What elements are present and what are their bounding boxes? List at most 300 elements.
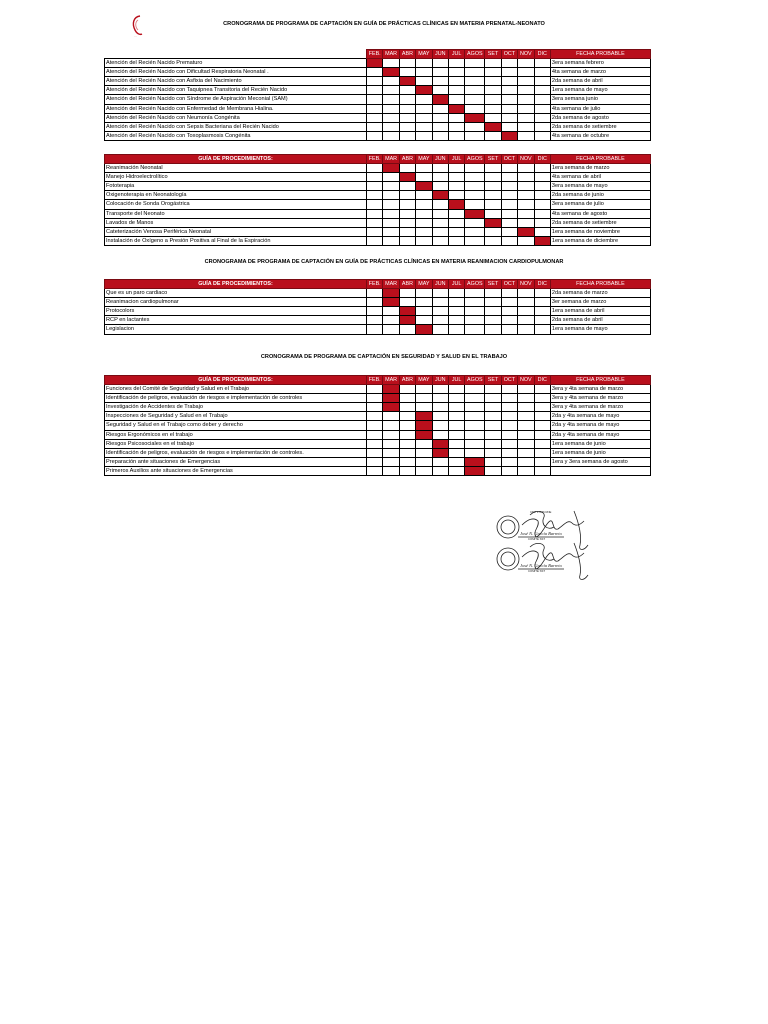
month-cell xyxy=(485,385,501,394)
fecha-probable-cell: 1era semana de diciembre xyxy=(550,236,650,245)
table-row xyxy=(105,236,651,245)
month-cell xyxy=(518,68,534,77)
month-cell xyxy=(383,218,399,227)
month-cell xyxy=(432,218,448,227)
fecha-probable-cell: 3era semana de mayo xyxy=(550,182,650,191)
month-cell xyxy=(432,131,448,140)
month-cell xyxy=(501,394,517,403)
month-cell xyxy=(399,68,415,77)
header-month: OCT xyxy=(501,50,517,59)
month-cell xyxy=(399,421,415,430)
scheduled-month-cell xyxy=(465,113,485,122)
month-cell xyxy=(367,439,383,448)
month-cell xyxy=(518,325,534,334)
month-cell xyxy=(465,68,485,77)
table-header-row xyxy=(105,155,651,164)
row-label: RCP en lactantes xyxy=(105,316,367,325)
svg-text:COMITÉ SST: COMITÉ SST xyxy=(528,569,546,573)
month-cell xyxy=(383,466,399,475)
month-cell xyxy=(501,77,517,86)
fecha-probable-cell: 1era y 3era semana de agosto xyxy=(550,457,650,466)
header-month: AGOS xyxy=(465,50,485,59)
month-cell xyxy=(432,430,448,439)
header-month: NOV xyxy=(518,50,534,59)
month-cell xyxy=(367,113,383,122)
month-cell xyxy=(448,227,464,236)
month-cell xyxy=(501,457,517,466)
svg-text:···: ··· xyxy=(134,34,137,38)
month-cell xyxy=(518,316,534,325)
month-cell xyxy=(448,182,464,191)
month-cell xyxy=(518,191,534,200)
month-cell xyxy=(465,86,485,95)
month-cell xyxy=(501,218,517,227)
month-cell xyxy=(534,182,550,191)
fecha-probable-cell: 3era semana junio xyxy=(550,95,650,104)
header-month: SET xyxy=(485,50,501,59)
month-cell xyxy=(448,325,464,334)
month-cell xyxy=(501,227,517,236)
fecha-probable-cell: 3era y 4ta semana de marzo xyxy=(550,385,650,394)
month-cell xyxy=(416,298,432,307)
month-cell xyxy=(534,289,550,298)
month-cell xyxy=(432,325,448,334)
month-cell xyxy=(485,113,501,122)
month-cell xyxy=(448,448,464,457)
month-cell xyxy=(367,457,383,466)
month-cell xyxy=(367,95,383,104)
scheduled-month-cell xyxy=(383,385,399,394)
svg-text:COMITÉ SST: COMITÉ SST xyxy=(528,537,546,541)
month-cell xyxy=(501,95,517,104)
scheduled-month-cell xyxy=(383,68,399,77)
month-cell xyxy=(399,325,415,334)
month-cell xyxy=(399,439,415,448)
month-cell xyxy=(448,421,464,430)
month-cell xyxy=(399,164,415,173)
month-cell xyxy=(448,457,464,466)
month-cell xyxy=(501,385,517,394)
row-label: Reanimacion cardiopulmonar xyxy=(105,298,367,307)
fecha-probable-cell: 3era y 4ta semana de marzo xyxy=(550,403,650,412)
table-row xyxy=(105,68,651,77)
month-cell xyxy=(383,448,399,457)
header-section-label xyxy=(105,50,367,59)
scheduled-month-cell xyxy=(432,448,448,457)
month-cell xyxy=(485,457,501,466)
month-cell xyxy=(485,77,501,86)
month-cell xyxy=(465,289,485,298)
month-cell xyxy=(501,68,517,77)
month-cell xyxy=(399,403,415,412)
row-label: Instalación de Oxígeno a Presión Positiva al Final de la Espiración xyxy=(105,236,367,245)
header-month: JUN xyxy=(432,155,448,164)
scheduled-month-cell xyxy=(448,104,464,113)
month-cell xyxy=(465,439,485,448)
header-month: SET xyxy=(485,155,501,164)
month-cell xyxy=(534,457,550,466)
month-cell xyxy=(534,412,550,421)
scheduled-month-cell xyxy=(432,191,448,200)
fecha-probable-cell: 4ta semana de julio xyxy=(550,104,650,113)
month-cell xyxy=(465,421,485,430)
scheduled-month-cell xyxy=(518,227,534,236)
month-cell xyxy=(416,59,432,68)
row-label: Atención del Recién Nacido con Dificultad Respiratoria Neonatal . xyxy=(105,68,367,77)
month-cell xyxy=(432,289,448,298)
scheduled-month-cell xyxy=(432,439,448,448)
month-cell xyxy=(448,394,464,403)
month-cell xyxy=(518,421,534,430)
fecha-probable-cell: 4ta semana de agosto xyxy=(550,209,650,218)
scheduled-month-cell xyxy=(416,430,432,439)
month-cell xyxy=(399,466,415,475)
month-cell xyxy=(432,164,448,173)
month-cell xyxy=(448,86,464,95)
month-cell xyxy=(416,385,432,394)
month-cell xyxy=(448,77,464,86)
month-cell xyxy=(416,289,432,298)
month-cell xyxy=(432,394,448,403)
month-cell xyxy=(383,131,399,140)
row-label: Atención del Recién Nacido con Neumonía Congénita xyxy=(105,113,367,122)
month-cell xyxy=(416,122,432,131)
month-cell xyxy=(448,236,464,245)
month-cell xyxy=(448,191,464,200)
month-cell xyxy=(432,173,448,182)
month-cell xyxy=(518,394,534,403)
month-cell xyxy=(518,439,534,448)
month-cell xyxy=(534,307,550,316)
month-cell xyxy=(367,466,383,475)
month-cell xyxy=(367,316,383,325)
scheduled-month-cell xyxy=(399,316,415,325)
table-row xyxy=(105,227,651,236)
month-cell xyxy=(465,403,485,412)
fecha-probable-cell: 4ta semana de marzo xyxy=(550,68,650,77)
month-cell xyxy=(367,289,383,298)
month-cell xyxy=(399,218,415,227)
month-cell xyxy=(367,421,383,430)
month-cell xyxy=(534,430,550,439)
month-cell xyxy=(399,104,415,113)
month-cell xyxy=(367,68,383,77)
scheduled-month-cell xyxy=(383,403,399,412)
header-month: FEB. xyxy=(367,50,383,59)
month-cell xyxy=(518,430,534,439)
month-cell xyxy=(367,200,383,209)
fecha-probable-cell: 2da y 4ta semana de mayo xyxy=(550,430,650,439)
section-title-prenatal: CRONOGRAMA DE PROGRAMA DE CAPTACIÓN EN GUÍA DE PRÁCTICAS CLÍNICAS EN MATERIA PRENATAL-NEONATO xyxy=(223,21,545,27)
month-cell xyxy=(518,403,534,412)
row-label: Manejo Hidroelectrolítico xyxy=(105,173,367,182)
month-cell xyxy=(485,68,501,77)
month-cell xyxy=(485,200,501,209)
month-cell xyxy=(399,200,415,209)
row-label: Riesgos Ergonómicos en el trabajo xyxy=(105,430,367,439)
month-cell xyxy=(485,439,501,448)
row-label: Identificación de peligros, evaluación de riesgos e implementación de controles. xyxy=(105,448,367,457)
month-cell xyxy=(367,218,383,227)
month-cell xyxy=(448,298,464,307)
month-cell xyxy=(534,403,550,412)
month-cell xyxy=(448,209,464,218)
month-cell xyxy=(367,403,383,412)
month-cell xyxy=(383,307,399,316)
month-cell xyxy=(501,209,517,218)
table-row xyxy=(105,439,651,448)
month-cell xyxy=(416,439,432,448)
month-cell xyxy=(518,182,534,191)
month-cell xyxy=(465,173,485,182)
month-cell xyxy=(416,218,432,227)
month-cell xyxy=(518,122,534,131)
table-row xyxy=(105,394,651,403)
header-month: JUL xyxy=(448,155,464,164)
month-cell xyxy=(485,307,501,316)
section-title-sst: CRONOGRAMA DE PROGRAMA DE CAPTACIÓN EN SEGURIDAD Y SALUD EN EL TRABAJO xyxy=(260,354,508,360)
month-cell xyxy=(367,298,383,307)
month-cell xyxy=(416,448,432,457)
row-label: Atención del Recién Nacido Prematuro xyxy=(105,59,367,68)
row-label: Lavados de Manos xyxy=(105,218,367,227)
header-month: DIC xyxy=(534,376,550,385)
row-label: Oxigenoterapia en Neonatología xyxy=(105,191,367,200)
month-cell xyxy=(485,298,501,307)
header-month: AGOS xyxy=(465,376,485,385)
scheduled-month-cell xyxy=(485,122,501,131)
month-cell xyxy=(465,227,485,236)
month-cell xyxy=(383,439,399,448)
month-cell xyxy=(485,236,501,245)
header-month: OCT xyxy=(501,155,517,164)
month-cell xyxy=(465,104,485,113)
fecha-probable-cell: 1era semana de marzo xyxy=(550,164,650,173)
month-cell xyxy=(367,448,383,457)
schedule-table-seguridad-salud xyxy=(104,375,651,476)
schedule-table-prenatal-neonato xyxy=(104,49,651,141)
month-cell xyxy=(501,86,517,95)
scheduled-month-cell xyxy=(465,457,485,466)
month-cell xyxy=(416,164,432,173)
month-cell xyxy=(432,209,448,218)
header-month: MAR xyxy=(383,376,399,385)
month-cell xyxy=(465,385,485,394)
month-cell xyxy=(518,113,534,122)
month-cell xyxy=(518,200,534,209)
table-row xyxy=(105,173,651,182)
table-header-row xyxy=(105,280,651,289)
month-cell xyxy=(465,394,485,403)
month-cell xyxy=(416,466,432,475)
month-cell xyxy=(485,412,501,421)
scheduled-month-cell xyxy=(485,218,501,227)
month-cell xyxy=(485,59,501,68)
month-cell xyxy=(448,95,464,104)
month-cell xyxy=(448,385,464,394)
scheduled-month-cell xyxy=(399,77,415,86)
row-label: Preparación ante situaciones de Emergencias xyxy=(105,457,367,466)
fecha-probable-cell: 2da semana de junio xyxy=(550,191,650,200)
table-row xyxy=(105,289,651,298)
row-label: Protocolors xyxy=(105,307,367,316)
month-cell xyxy=(485,104,501,113)
month-cell xyxy=(465,77,485,86)
month-cell xyxy=(367,122,383,131)
month-cell xyxy=(518,95,534,104)
header-month: MAY xyxy=(416,280,432,289)
month-cell xyxy=(465,182,485,191)
header-month: MAY xyxy=(416,376,432,385)
month-cell xyxy=(432,227,448,236)
row-label: Legislacion xyxy=(105,325,367,334)
month-cell xyxy=(534,104,550,113)
table-row xyxy=(105,307,651,316)
month-cell xyxy=(518,59,534,68)
header-month: MAY xyxy=(416,155,432,164)
month-cell xyxy=(501,236,517,245)
month-cell xyxy=(465,307,485,316)
fecha-probable-cell: 3era semana febrero xyxy=(550,59,650,68)
month-cell xyxy=(534,173,550,182)
month-cell xyxy=(501,289,517,298)
month-cell xyxy=(399,412,415,421)
header-month: FEB. xyxy=(367,155,383,164)
schedule-table-rcp xyxy=(104,279,651,335)
month-cell xyxy=(432,316,448,325)
scheduled-month-cell xyxy=(383,289,399,298)
month-cell xyxy=(501,122,517,131)
header-section-label: GUÍA DE PROCEDIMIENTOS: xyxy=(105,280,367,289)
month-cell xyxy=(383,227,399,236)
month-cell xyxy=(416,131,432,140)
month-cell xyxy=(383,113,399,122)
month-cell xyxy=(485,421,501,430)
month-cell xyxy=(534,95,550,104)
month-cell xyxy=(485,403,501,412)
month-cell xyxy=(518,385,534,394)
month-cell xyxy=(465,430,485,439)
month-cell xyxy=(534,448,550,457)
month-cell xyxy=(399,385,415,394)
month-cell xyxy=(465,122,485,131)
month-cell xyxy=(448,68,464,77)
month-cell xyxy=(501,421,517,430)
header-month: JUN xyxy=(432,280,448,289)
svg-text:CMP 17966 RNE: CMP 17966 RNE xyxy=(530,510,552,514)
month-cell xyxy=(383,200,399,209)
fecha-probable-cell xyxy=(550,466,650,475)
month-cell xyxy=(367,104,383,113)
scheduled-month-cell xyxy=(534,236,550,245)
month-cell xyxy=(416,307,432,316)
scheduled-month-cell xyxy=(501,131,517,140)
table-row xyxy=(105,316,651,325)
month-cell xyxy=(367,236,383,245)
table-row xyxy=(105,218,651,227)
fecha-probable-cell: 4ta semana de octubre xyxy=(550,131,650,140)
row-label: Seguridad y Salud en el Trabajo como deber y derecho xyxy=(105,421,367,430)
month-cell xyxy=(399,95,415,104)
month-cell xyxy=(399,289,415,298)
row-label: Cateterización Venosa Periférica Neonatal xyxy=(105,227,367,236)
header-month: ABR xyxy=(399,50,415,59)
month-cell xyxy=(485,325,501,334)
month-cell xyxy=(432,457,448,466)
header-month: JUL xyxy=(448,50,464,59)
month-cell xyxy=(399,236,415,245)
month-cell xyxy=(534,68,550,77)
month-cell xyxy=(383,104,399,113)
header-month: ABR xyxy=(399,280,415,289)
header-month: AGOS xyxy=(465,280,485,289)
month-cell xyxy=(534,394,550,403)
scheduled-month-cell xyxy=(416,325,432,334)
month-cell xyxy=(534,209,550,218)
month-cell xyxy=(432,412,448,421)
row-label: Atención del Recién Nacido con Toxoplasmosis Congénita xyxy=(105,131,367,140)
svg-text:José N. García Barreto: José N. García Barreto xyxy=(520,531,562,536)
month-cell xyxy=(485,173,501,182)
month-cell xyxy=(416,227,432,236)
month-cell xyxy=(518,307,534,316)
scheduled-month-cell xyxy=(416,86,432,95)
month-cell xyxy=(534,227,550,236)
scheduled-month-cell xyxy=(383,298,399,307)
month-cell xyxy=(432,77,448,86)
table-row xyxy=(105,466,651,475)
month-cell xyxy=(416,68,432,77)
row-label: Atención del Recién Nacido con Enfermedad de Membrana Hialina. xyxy=(105,104,367,113)
month-cell xyxy=(432,59,448,68)
scheduled-month-cell xyxy=(448,200,464,209)
table-row xyxy=(105,182,651,191)
table-row xyxy=(105,457,651,466)
month-cell xyxy=(399,122,415,131)
month-cell xyxy=(448,412,464,421)
month-cell xyxy=(448,113,464,122)
month-cell xyxy=(465,298,485,307)
month-cell xyxy=(399,430,415,439)
table-row xyxy=(105,59,651,68)
header-month: DIC xyxy=(534,50,550,59)
fecha-probable-cell: 2da semana de abril xyxy=(550,316,650,325)
month-cell xyxy=(485,164,501,173)
month-cell xyxy=(465,191,485,200)
header-month: JUL xyxy=(448,280,464,289)
table-header-row xyxy=(105,376,651,385)
header-month: AGOS xyxy=(465,155,485,164)
month-cell xyxy=(432,182,448,191)
month-cell xyxy=(448,403,464,412)
month-cell xyxy=(416,104,432,113)
header-month: NOV xyxy=(518,155,534,164)
month-cell xyxy=(485,227,501,236)
row-label: Atención del Recién Nacido con Síndrome de Aspiración Meconial (SAM) xyxy=(105,95,367,104)
month-cell xyxy=(501,316,517,325)
month-cell xyxy=(432,86,448,95)
month-cell xyxy=(367,173,383,182)
month-cell xyxy=(448,466,464,475)
fecha-probable-cell: 1era semana de junio xyxy=(550,448,650,457)
table-row xyxy=(105,164,651,173)
row-label: Primeros Auxilios ante situaciones de Emergencias xyxy=(105,466,367,475)
month-cell xyxy=(518,298,534,307)
month-cell xyxy=(501,182,517,191)
month-cell xyxy=(383,430,399,439)
month-cell xyxy=(448,316,464,325)
row-label: Atención del Recién Nacido con Asfixia del Nacimiento xyxy=(105,77,367,86)
